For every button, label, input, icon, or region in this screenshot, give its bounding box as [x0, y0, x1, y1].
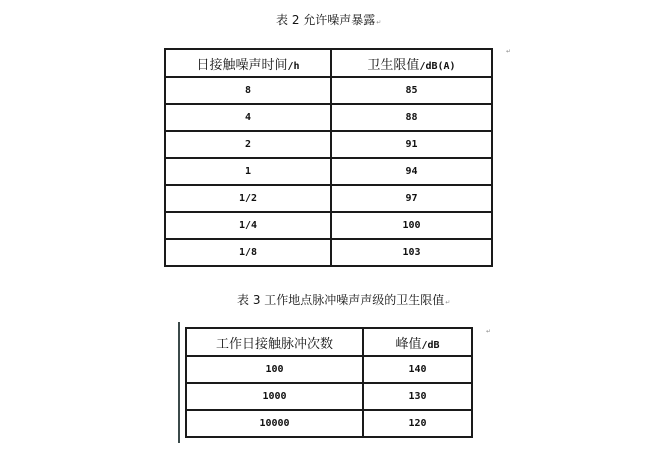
- header-unit: /dB: [421, 339, 440, 351]
- table-row: [165, 212, 492, 239]
- peak-cell: 130: [363, 383, 472, 410]
- paragraph-mark: ↵: [486, 328, 492, 335]
- allowed-noise-exposure-table: [164, 48, 493, 267]
- impulse-count-cell: 1000: [186, 383, 363, 410]
- table-row: [165, 158, 492, 185]
- limit-cell: 97: [331, 185, 492, 212]
- header-text: 峰值: [395, 336, 422, 352]
- table2-caption: [276, 11, 381, 28]
- peak-cell: 120: [363, 410, 472, 437]
- duration-cell: 1/2: [165, 185, 331, 212]
- header-cell: [363, 328, 472, 356]
- limit-cell: 88: [331, 104, 492, 131]
- limit-cell: 85: [331, 77, 492, 104]
- table-row: [165, 131, 492, 158]
- table3-caption-text: 表 3 工作地点脉冲噪声声级的卫生限值: [237, 293, 445, 307]
- impulse-noise-limit-table: [185, 327, 473, 438]
- table-row: [186, 410, 472, 437]
- duration-cell: 1/4: [165, 212, 331, 239]
- limit-cell: 91: [331, 131, 492, 158]
- header-cell: [186, 328, 363, 356]
- limit-cell: 94: [331, 158, 492, 185]
- table-row: [165, 185, 492, 212]
- peak-cell: 140: [363, 356, 472, 383]
- impulse-count-cell: 100: [186, 356, 363, 383]
- header-text: 卫生限值: [367, 57, 420, 73]
- table-row: [165, 77, 492, 104]
- left-border-bar: [178, 322, 180, 443]
- duration-cell: 1: [165, 158, 331, 185]
- paragraph-mark: ↵: [376, 19, 382, 26]
- duration-cell: 1/8: [165, 239, 331, 266]
- header-text: 工作日接触脉冲次数: [215, 336, 333, 352]
- table-header-row: [186, 328, 472, 356]
- table3-caption: [237, 291, 450, 308]
- paragraph-mark: ↵: [445, 299, 451, 306]
- table-row: [165, 239, 492, 266]
- header-text: 日接触噪声时间: [196, 57, 288, 73]
- header-cell: [331, 49, 492, 77]
- impulse-count-cell: 10000: [186, 410, 363, 437]
- header-cell: [165, 49, 331, 77]
- table-row: [186, 356, 472, 383]
- table2-caption-text: 表 2 允许噪声暴露: [276, 13, 376, 27]
- duration-cell: 4: [165, 104, 331, 131]
- header-unit: /dB(A): [419, 60, 456, 72]
- duration-cell: 8: [165, 77, 331, 104]
- table-row: [165, 104, 492, 131]
- table-header-row: [165, 49, 492, 77]
- limit-cell: 100: [331, 212, 492, 239]
- paragraph-mark: ↵: [506, 48, 512, 55]
- limit-cell: 103: [331, 239, 492, 266]
- header-unit: /h: [287, 60, 300, 72]
- table-row: [186, 383, 472, 410]
- duration-cell: 2: [165, 131, 331, 158]
